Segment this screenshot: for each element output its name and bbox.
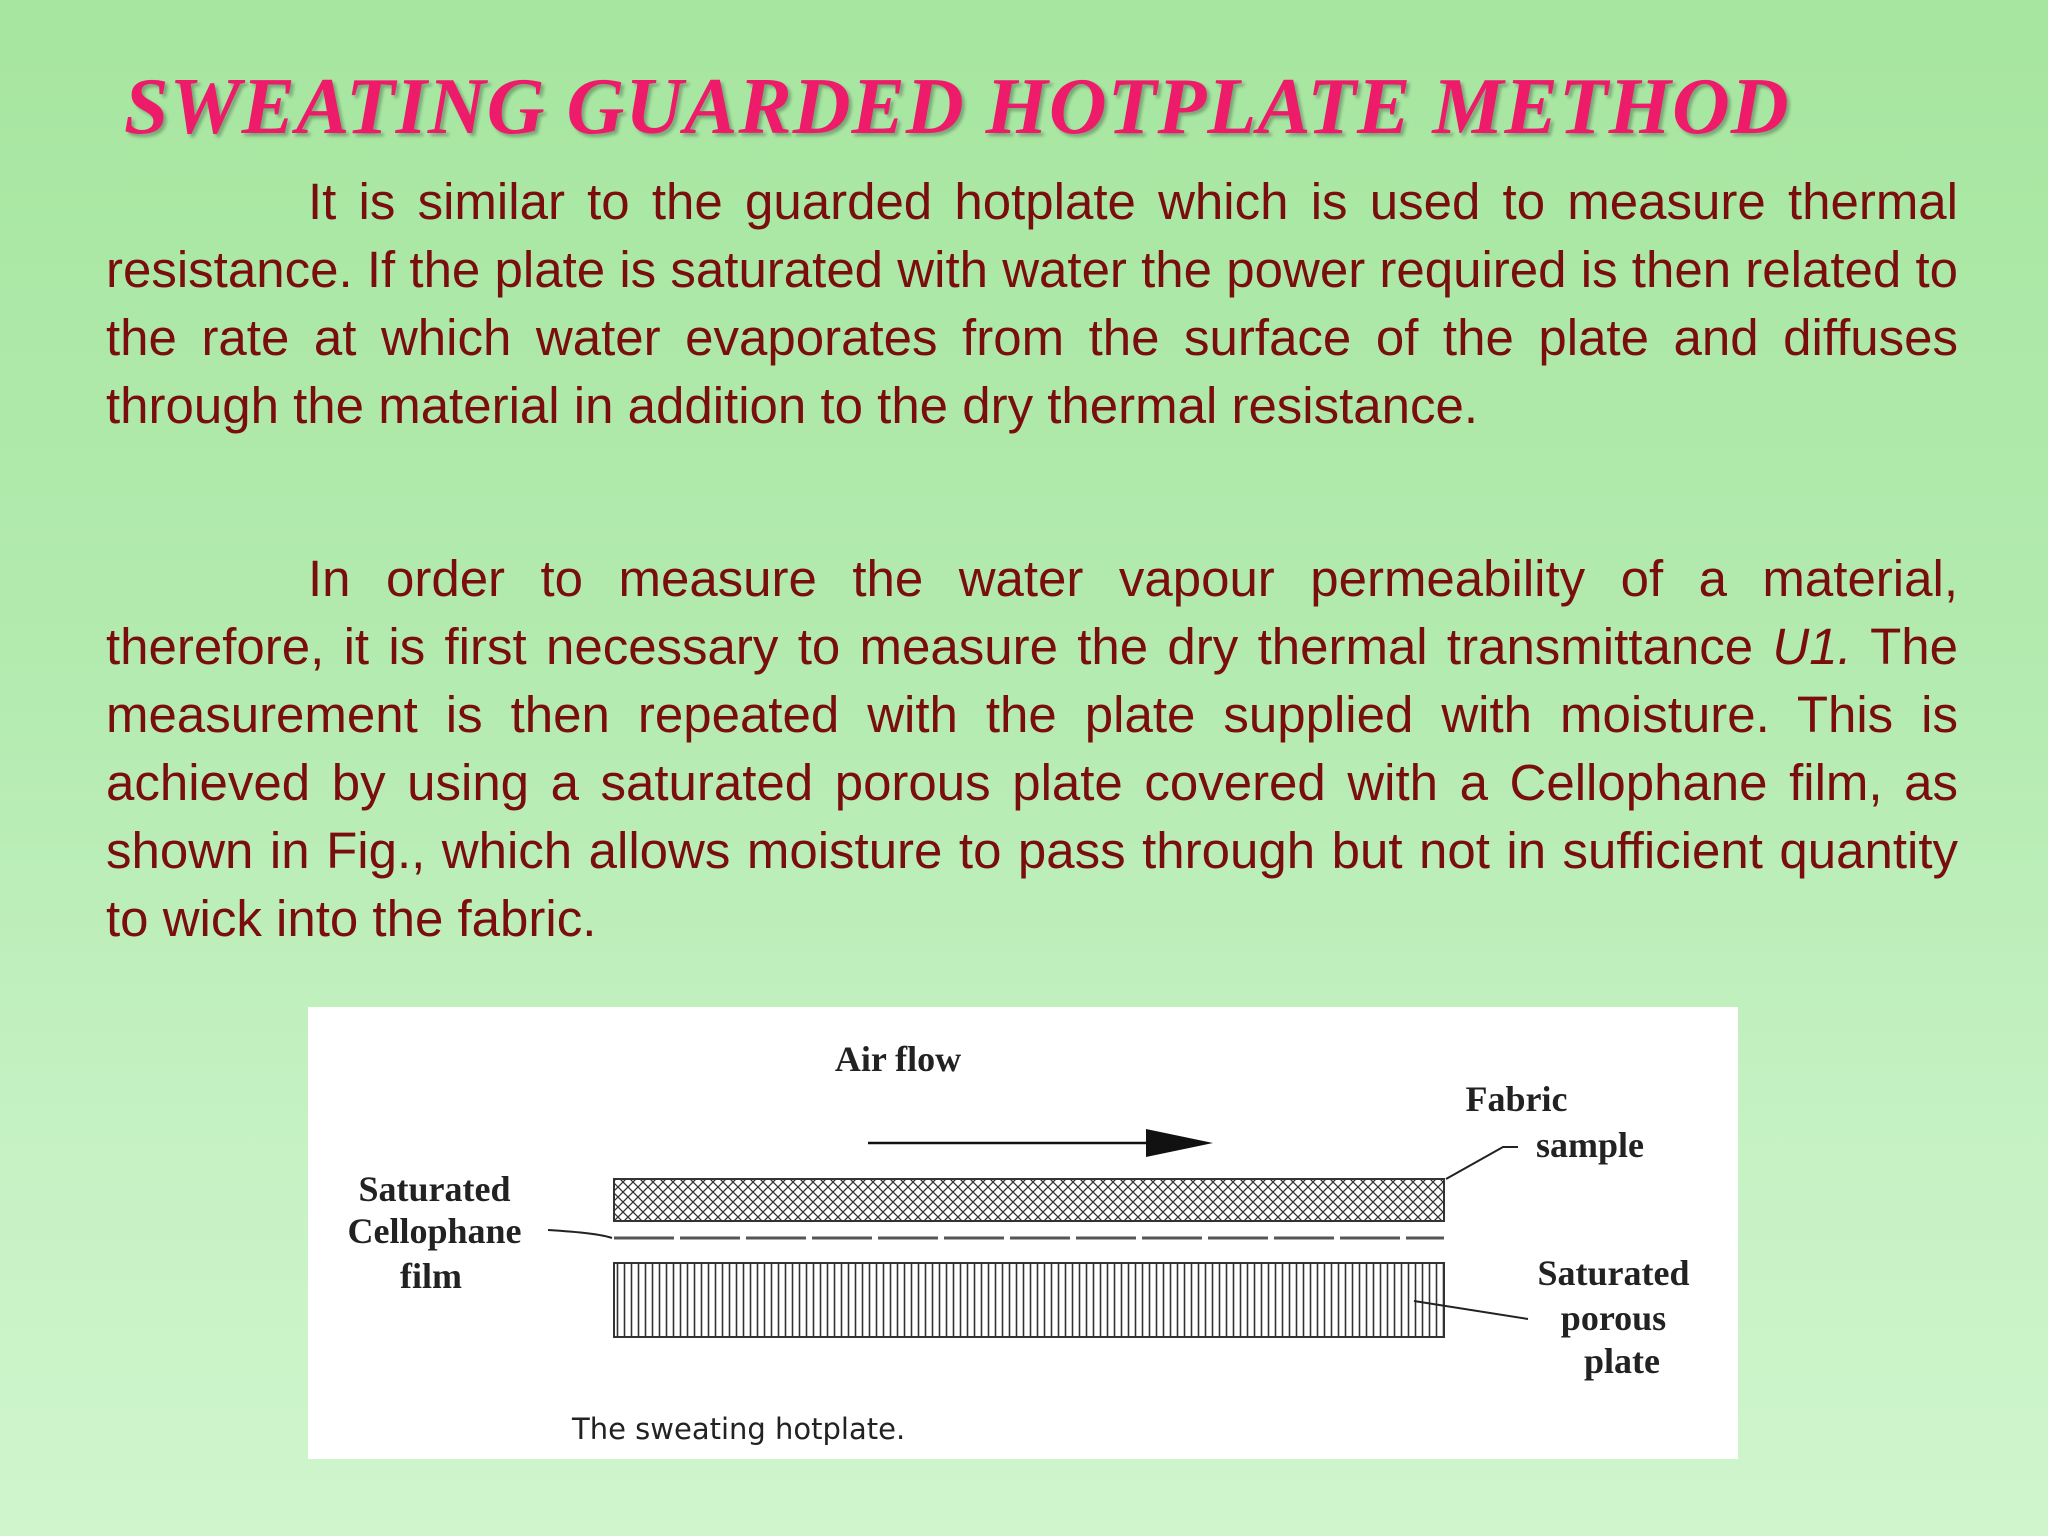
paragraph-water-vapour <box>106 545 1958 953</box>
cellophane-leader-line <box>548 1230 612 1238</box>
fabric-label: Fabric sample <box>1465 1079 1644 1165</box>
paragraph-thermal-resistance: It is similar to the guarded hotplate which is used to measure thermal resistance. If the plate is saturated with water the power required is then related to the rate at which water evaporates from the surface of the plate and diffuses through the material in addition to the dry thermal resistance. <box>106 173 1958 434</box>
slide-title: SWEATING GUARDED HOTPLATE METHOD <box>124 63 1790 151</box>
air-flow-arrowhead <box>1146 1129 1213 1157</box>
air-flow-label: Air flow <box>834 1039 962 1079</box>
paragraph-text: The measurement is then repeated with the plate supplied with moisture. This is achieved by using a saturated porous plate covered with a Cellophane film, as shown in Fig., which allows moisture to pass through but not in sufficient quantity to wick into the fabric. <box>106 618 1958 947</box>
porous-plate-label: Saturated porous plate <box>1537 1253 1690 1381</box>
cellophane-label: Saturated Cellophane film <box>347 1169 522 1296</box>
transmittance-symbol: U1. <box>1772 618 1852 675</box>
porous-plate-layer <box>614 1263 1444 1337</box>
fabric-sample-layer <box>614 1179 1444 1221</box>
paragraph-text: In order to measure the water vapour permeability of a material, therefore, it is first necessary to measure the dry thermal transmittance <box>106 550 1958 675</box>
figure-caption: The sweating hotplate. <box>572 1412 906 1446</box>
sweating-hotplate-figure <box>308 1007 1738 1459</box>
fabric-leader-line <box>1446 1147 1518 1179</box>
sweating-hotplate-diagram <box>308 1007 1738 1459</box>
